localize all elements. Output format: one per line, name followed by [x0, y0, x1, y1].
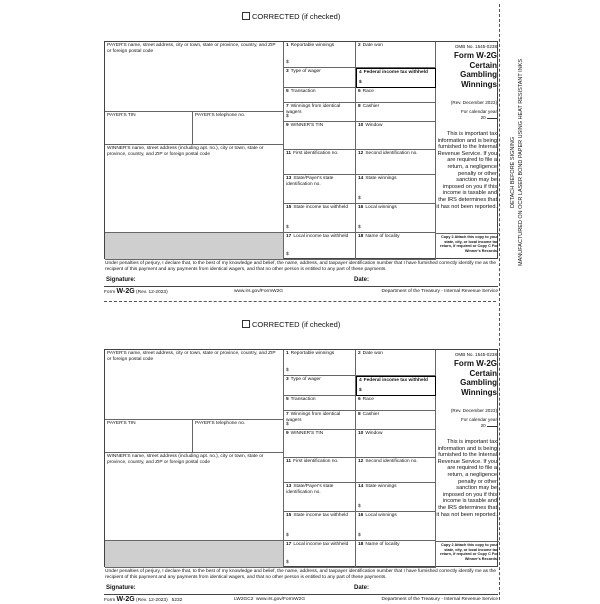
payer-tin-field[interactable]: [105, 420, 193, 453]
dollar-sign: $: [359, 388, 362, 394]
box-label: State/Payer's state identification no.: [286, 176, 334, 187]
footer-form-title: W-2G: [116, 288, 135, 295]
manufacture-text: MANUFACTURED ON OCR LASER BOND PAPER USING HEAT RESISTANT INKS: [518, 59, 524, 266]
box-label: Transaction: [290, 397, 316, 402]
form-revision: (Rev. December 2023): [450, 408, 497, 413]
calendar-year-label: For calendar year: [460, 417, 497, 422]
box-8-cashier[interactable]: [356, 103, 436, 122]
form-title-line: Winnings: [461, 79, 497, 89]
box-label: Race: [362, 397, 374, 402]
box-number: 13: [286, 176, 292, 181]
dollar-sign: $: [286, 114, 289, 120]
box-number: 8: [358, 104, 361, 109]
box-number: 7: [286, 104, 289, 109]
payer-phone-field[interactable]: [193, 420, 284, 453]
box-number: 8: [358, 412, 361, 417]
box-number: 1: [286, 43, 289, 48]
dollar-sign: $: [358, 504, 361, 510]
box-label: Winnings from identical wagers: [286, 412, 341, 423]
date-label[interactable]: Date:: [354, 277, 370, 283]
box-label: Transaction: [290, 89, 316, 94]
box-18-locality[interactable]: [356, 541, 436, 568]
form-title-line: Winnings: [461, 387, 497, 397]
calendar-year-label: For calendar year: [460, 109, 497, 114]
footer-code2: LW2GC2: [234, 597, 254, 602]
dollar-sign: $: [358, 225, 361, 231]
calendar-year[interactable]: [436, 109, 497, 120]
dollar-sign: $: [358, 533, 361, 539]
footer-form-name: [104, 288, 168, 295]
footer-rev: (Rev. 12-2023): [136, 598, 168, 603]
box-label: Cashier: [362, 104, 380, 109]
form-grid: [104, 349, 498, 567]
shaded-area: [105, 541, 284, 568]
signature-row: [104, 276, 498, 287]
form-copy-lower: [104, 318, 498, 604]
payer-phone-label: PAYER'S telephone no.: [195, 421, 246, 426]
box-12-second-id[interactable]: [356, 458, 436, 483]
horizontal-cut-line: [104, 301, 496, 302]
payer-name-field[interactable]: [105, 42, 284, 112]
dollar-sign: $: [286, 252, 289, 258]
calendar-year-prefix: 20: [480, 114, 486, 120]
corrected-label: CORRECTED (if checked): [252, 320, 341, 329]
box-number: 13: [286, 484, 292, 489]
box-11-first-id[interactable]: [284, 150, 356, 175]
form-title-line: Certain: [469, 60, 497, 70]
box-13-state-id[interactable]: [284, 483, 356, 512]
box-label: State/Payer's state identification no.: [286, 484, 334, 495]
box-9-winner-tin[interactable]: [284, 122, 356, 150]
date-label[interactable]: Date:: [354, 585, 370, 591]
box-label: Reportable winnings: [290, 351, 335, 356]
form-title-line: Certain: [469, 368, 497, 378]
box-number: 2: [358, 351, 361, 356]
box-label: Local income tax withheld: [293, 542, 349, 547]
box-number: 3: [286, 377, 289, 382]
box-4-federal-tax-withheld[interactable]: [356, 376, 436, 396]
box-number: 17: [286, 234, 292, 239]
box-label: Date won: [362, 43, 383, 48]
box-number: 18: [358, 542, 364, 547]
box-7-identical-wagers[interactable]: [284, 411, 356, 430]
box-15-state-tax[interactable]: [284, 204, 356, 233]
box-number: 2: [358, 43, 361, 48]
box-5-transaction[interactable]: [284, 88, 356, 103]
box-15-state-tax[interactable]: [284, 512, 356, 541]
dollar-sign: $: [286, 533, 289, 539]
box-2-date-won[interactable]: [356, 350, 436, 376]
form-title: [436, 359, 497, 397]
omb-number: OMB No. 1545-0238: [454, 352, 497, 357]
penalty-statement: Under penalties of perjury, I declare that, to the best of my knowledge and belief, the name, address, and taxpayer identification number that I have furnished correctly identify me as the recipient of this payment and any payments from identical wagers, and that no other person is entitled to any part of these payments.: [105, 569, 497, 580]
box-number: 3: [286, 69, 289, 74]
footer-code: 5232: [171, 598, 183, 603]
box-6-race[interactable]: [356, 88, 436, 103]
box-10-window[interactable]: [356, 122, 436, 150]
box-label: State winnings: [365, 484, 397, 489]
box-number: 14: [358, 484, 364, 489]
box-label: Window: [365, 431, 383, 436]
payer-name-label: PAYER'S name, street address, city or town, state or province, country, and ZIP or foreign postal code: [107, 351, 276, 362]
form-side-panel: [436, 350, 499, 568]
signature-label[interactable]: Signature:: [106, 585, 136, 591]
form-title-line: Gambling: [460, 70, 497, 79]
box-label: WINNER'S TIN: [290, 123, 324, 128]
box-9-winner-tin[interactable]: [284, 430, 356, 458]
box-1-reportable-winnings[interactable]: [284, 350, 356, 376]
footer-department: Department of the Treasury - Internal Revenue Service: [381, 289, 498, 294]
dollar-sign: $: [286, 60, 289, 66]
winner-name-field[interactable]: [105, 145, 284, 233]
box-number: 18: [358, 234, 364, 239]
box-label: Second identification no.: [365, 459, 418, 464]
box-number: 10: [358, 123, 364, 128]
box-number: 15: [286, 513, 292, 518]
corrected-checkbox[interactable]: [242, 320, 250, 328]
vertical-perforation-line: [499, 4, 500, 600]
omb-number: OMB No. 1545-0238: [454, 44, 497, 49]
footer-form-prefix: Form: [104, 598, 116, 603]
box-3-type-of-wager[interactable]: [284, 68, 356, 88]
box-label: Name of locality: [365, 542, 400, 547]
footer-department: Department of the Treasury - Internal Revenue Service: [381, 597, 498, 602]
box-number: 7: [286, 412, 289, 417]
winner-name-label: WINNER'S name, street address (including apt. no.), city or town, state or province, country, and ZIP or foreign postal code: [107, 146, 264, 157]
box-number: 5: [286, 397, 289, 402]
dollar-sign: $: [286, 560, 289, 566]
box-number: 17: [286, 542, 292, 547]
box-14-state-winnings[interactable]: [356, 483, 436, 512]
box-label: Window: [365, 123, 383, 128]
copy-note: Copy 2 Attach this copy to your state, city, or local income tax return, if required or Copy C For Winner's Records.: [436, 541, 499, 568]
box-label: Cashier: [362, 412, 380, 417]
box-label: Winnings from identical wagers: [286, 104, 341, 115]
payer-tin-label: PAYER'S TIN: [107, 113, 136, 118]
box-label: Date won: [362, 351, 383, 356]
box-17-local-tax[interactable]: [284, 541, 356, 568]
box-label: Reportable winnings: [290, 43, 335, 48]
box-number: 1: [286, 351, 289, 356]
box-label: Local winnings: [365, 205, 397, 210]
box-12-second-id[interactable]: [356, 150, 436, 175]
box-label: WINNER'S TIN: [290, 431, 324, 436]
payer-name-label: PAYER'S name, street address, city or town, state or province, country, and ZIP or foreign postal code: [107, 43, 276, 54]
footer-rev: (Rev. 12-2023): [136, 290, 168, 295]
form-title-line: Gambling: [460, 378, 497, 387]
box-14-state-winnings[interactable]: [356, 175, 436, 204]
box-10-window[interactable]: [356, 430, 436, 458]
important-notice: This is important tax information and is being furnished to the Internal Revenue Service. If you are required to file a return, a negligence penalty or other sanction may be imposed on you if this income is taxable and the IRS determines that it has not been reported.: [436, 131, 497, 210]
box-label: Type of wager: [290, 377, 321, 382]
box-label: Second identification no.: [365, 151, 418, 156]
form-grid: [104, 41, 498, 259]
box-number: 6: [358, 89, 361, 94]
box-label: First identification no.: [293, 151, 339, 156]
box-5-transaction[interactable]: [284, 396, 356, 411]
form-revision: (Rev. December 2023): [450, 100, 497, 105]
box-2-date-won[interactable]: [356, 42, 436, 68]
box-16-local-winnings[interactable]: [356, 512, 436, 541]
box-number: 9: [286, 431, 289, 436]
corrected-label: CORRECTED (if checked): [252, 12, 341, 21]
corrected-checkbox[interactable]: [242, 12, 250, 20]
form-title-line: Form W-2G: [454, 359, 497, 368]
box-11-first-id[interactable]: [284, 458, 356, 483]
box-13-state-id[interactable]: [284, 175, 356, 204]
calendar-year-prefix: 20: [480, 422, 486, 428]
box-number: 12: [358, 459, 364, 464]
box-label: Name of locality: [365, 234, 400, 239]
box-label: Federal income tax withheld: [363, 378, 428, 383]
box-number: 14: [358, 176, 364, 181]
box-16-local-winnings[interactable]: [356, 204, 436, 233]
box-number: 12: [358, 151, 364, 156]
calendar-year-blank[interactable]: [487, 426, 497, 427]
footer-form-title: W-2G: [116, 596, 135, 603]
box-number: 16: [358, 205, 364, 210]
dollar-sign: $: [286, 422, 289, 428]
box-18-locality[interactable]: [356, 233, 436, 260]
important-notice: This is important tax information and is being furnished to the Internal Revenue Service. If you are required to file a return, a negligence penalty or other sanction may be imposed on you if this income is taxable and the IRS determines that it has not been reported.: [436, 439, 497, 518]
footer-url: www.irs.gov/FormW2G: [234, 289, 284, 294]
box-label: Race: [362, 89, 374, 94]
box-number: 11: [286, 459, 292, 464]
payer-phone-field[interactable]: [193, 112, 284, 145]
box-7-identical-wagers[interactable]: [284, 103, 356, 122]
box-number: 5: [286, 89, 289, 94]
shaded-area: [105, 233, 284, 260]
payer-tin-label: PAYER'S TIN: [107, 421, 136, 426]
calendar-year[interactable]: [436, 417, 497, 428]
box-17-local-tax[interactable]: [284, 233, 356, 260]
signature-row: [104, 584, 498, 595]
payer-name-field[interactable]: [105, 350, 284, 420]
box-label: Federal income tax withheld: [363, 70, 428, 75]
corrected-checkbox-row[interactable]: [242, 320, 340, 329]
copy-note: Copy 2 Attach this copy to your state, city, or local income tax return, if required or Copy C For Winner's Records.: [436, 233, 499, 260]
box-label: State income tax withheld: [293, 205, 349, 210]
footer-form-prefix: Form: [104, 290, 116, 295]
box-number: 10: [358, 431, 364, 436]
box-3-type-of-wager[interactable]: [284, 376, 356, 396]
corrected-checkbox-row[interactable]: [242, 12, 340, 21]
payer-tin-field[interactable]: [105, 112, 193, 145]
manufacture-note: [518, 8, 524, 288]
form-title: [436, 51, 497, 89]
box-number: 9: [286, 123, 289, 128]
footer-url-text: www.irs.gov/FormW2G: [256, 597, 306, 602]
box-number: 4: [359, 378, 362, 383]
penalty-statement: Under penalties of perjury, I declare that, to the best of my knowledge and belief, the name, address, and taxpayer identification number that I have furnished correctly identify me as the recipient of this payment and any payments from identical wagers, and that no other person is entitled to any part of these payments.: [105, 261, 497, 272]
box-number: 6: [358, 397, 361, 402]
box-number: 16: [358, 513, 364, 518]
box-label: State winnings: [365, 176, 397, 181]
box-number: 11: [286, 151, 292, 156]
winner-name-label: WINNER'S name, street address (including apt. no.), city or town, state or province, country, and ZIP or foreign postal code: [107, 454, 264, 465]
dollar-sign: $: [358, 196, 361, 202]
box-label: First identification no.: [293, 459, 339, 464]
box-8-cashier[interactable]: [356, 411, 436, 430]
dollar-sign: $: [286, 225, 289, 231]
dollar-sign: $: [286, 368, 289, 374]
box-number: 15: [286, 205, 292, 210]
box-4-federal-tax-withheld[interactable]: [356, 68, 436, 88]
signature-label[interactable]: Signature:: [106, 277, 136, 283]
box-number: 4: [359, 70, 362, 75]
box-label: State income tax withheld: [293, 513, 349, 518]
dollar-sign: $: [359, 80, 362, 86]
box-1-reportable-winnings[interactable]: [284, 42, 356, 68]
calendar-year-blank[interactable]: [487, 118, 497, 119]
winner-name-field[interactable]: [105, 453, 284, 541]
box-6-race[interactable]: [356, 396, 436, 411]
detach-text: DETACH BEFORE SIGNING: [510, 136, 516, 208]
box-label: Type of wager: [290, 69, 321, 74]
form-side-panel: [436, 42, 499, 260]
form-copy-upper: [104, 10, 498, 296]
payer-phone-label: PAYER'S telephone no.: [195, 113, 246, 118]
form-title-line: Form W-2G: [454, 51, 497, 60]
detach-instruction: [510, 8, 516, 208]
box-label: Local winnings: [365, 513, 397, 518]
box-label: Local income tax withheld: [293, 234, 349, 239]
